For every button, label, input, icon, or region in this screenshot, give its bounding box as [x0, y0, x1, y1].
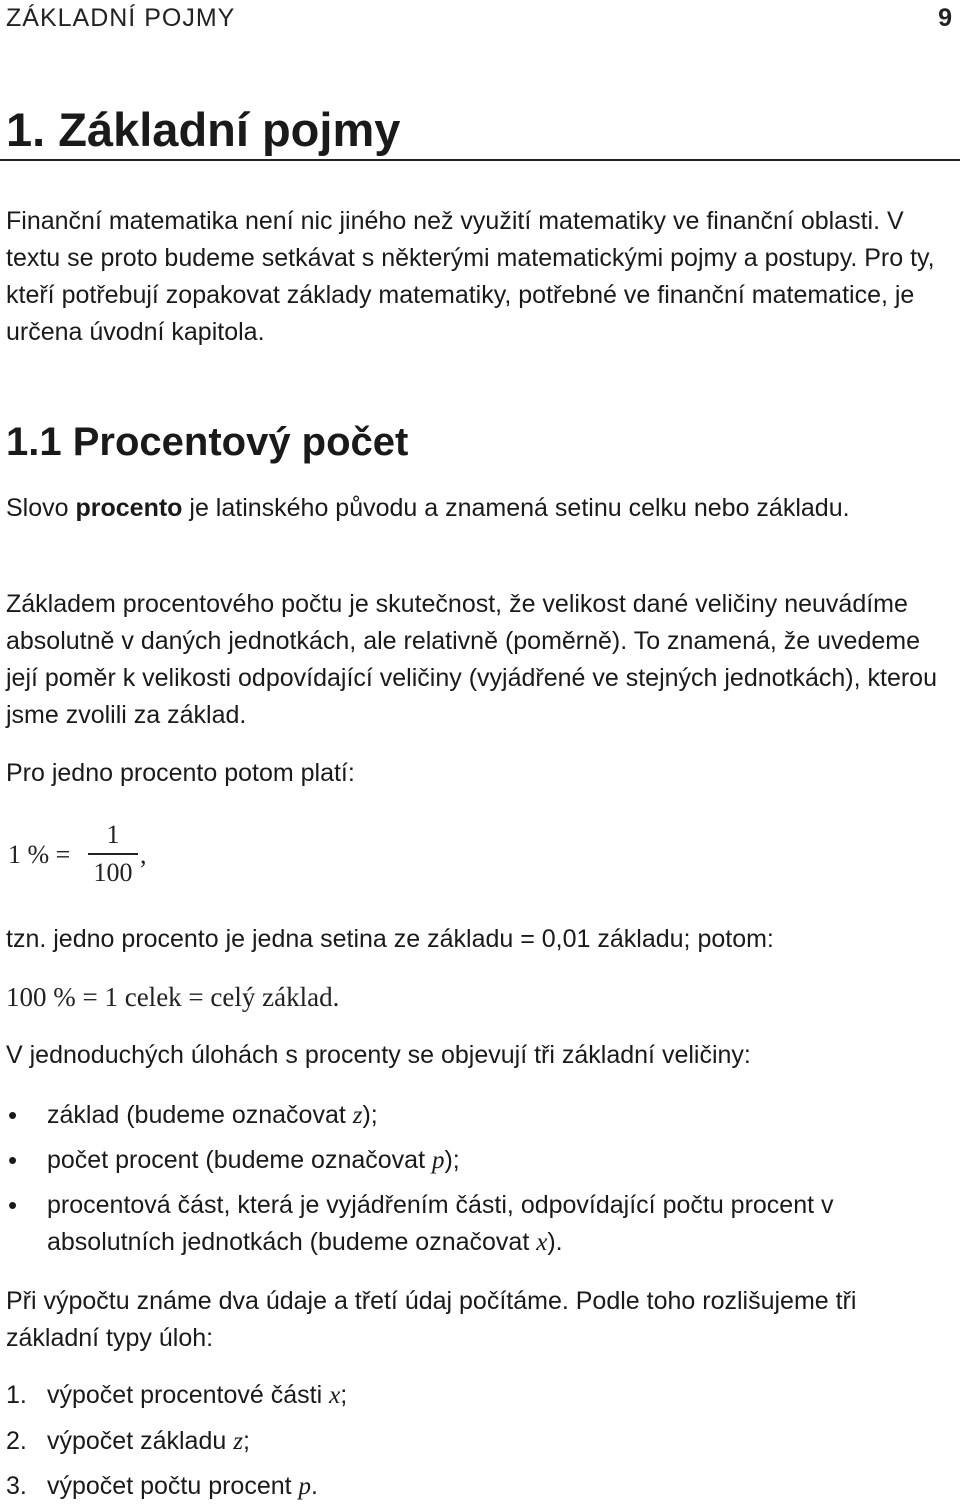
- bullet-end: ).: [547, 1228, 563, 1256]
- task-variable: z: [233, 1428, 243, 1455]
- chapter-intro-paragraph: Finanční matematika není nic jiného než využití matematiky ve finanční oblasti. V textu se proto budeme setkávat s některými matematickými pojmy a postupy. Pro ty, kteří potřebují zopakovat základy matematiky, potřebné ve finanční matematice, je určena úvodní kapitola.: [6, 207, 935, 346]
- percent-fraction-formula: [8, 818, 168, 892]
- task-variable: p: [298, 1473, 312, 1500]
- task-number: 1.: [6, 1381, 27, 1409]
- fraction-numerator: 1: [106, 820, 120, 849]
- task-text: výpočet procentové části: [47, 1381, 330, 1409]
- definition-text-end: je latinského původu a znamená setinu celku nebo základu.: [182, 494, 850, 522]
- fraction-denominator: 100: [93, 858, 133, 887]
- definition-text-start: Slovo: [6, 494, 76, 522]
- task-variable: x: [329, 1382, 341, 1409]
- bullet-item-base: [47, 1097, 959, 1134]
- page-number: 9: [938, 4, 952, 32]
- chapter-title: 1. Základní pojmy: [6, 103, 401, 156]
- running-header-title: ZÁKLADNÍ POJMY: [6, 4, 236, 32]
- task-end: ;: [340, 1381, 348, 1409]
- formula-explanation-paragraph: tzn. jedno procento je jedna setina ze základu = 0,01 základu; potom:: [6, 925, 774, 953]
- task-number: 3.: [6, 1472, 27, 1500]
- bullet-icon: •: [8, 1190, 18, 1220]
- definition-paragraph: [6, 490, 956, 527]
- task-end: .: [311, 1472, 318, 1500]
- task-end: ;: [242, 1427, 250, 1455]
- formula-comma: ,: [140, 840, 147, 869]
- task-text: výpočet počtu procent: [47, 1472, 299, 1500]
- bullet-item-percent-count: [47, 1142, 959, 1179]
- definition-term: procento: [75, 494, 183, 522]
- task-number: 2.: [6, 1427, 27, 1455]
- quantities-intro-paragraph: V jednoduchých úlohách s procenty se objevují tři základní veličiny:: [6, 1041, 751, 1069]
- task-item: [47, 1423, 959, 1460]
- bullet-variable: p: [431, 1147, 445, 1174]
- bullet-text: základ (budeme označovat: [47, 1101, 353, 1129]
- bullet-text: procentová část, která je vyjádřením části, odpovídající počtu procent v absolutních jednotkách (budeme označovat: [47, 1191, 834, 1256]
- formula-intro-paragraph: Pro jedno procento potom platí:: [6, 759, 355, 787]
- bullet-variable: z: [352, 1102, 363, 1129]
- task-types-paragraph: Při výpočtu známe dva údaje a třetí údaj počítáme. Podle toho rozlišujeme tři základní typy úloh:: [6, 1287, 857, 1352]
- task-item: [47, 1377, 959, 1414]
- formula-fraction: [88, 818, 138, 890]
- task-item: [47, 1468, 959, 1505]
- bullet-variable: x: [536, 1229, 548, 1256]
- bullet-icon: •: [8, 1100, 18, 1130]
- bullet-item-percent-part: [47, 1187, 959, 1261]
- section-title: 1.1 Procentový počet: [6, 420, 409, 464]
- whole-equation: 100 % = 1 celek = celý základ.: [6, 982, 340, 1012]
- bullet-end: );: [444, 1146, 460, 1174]
- formula-lhs: 1 % =: [8, 840, 71, 869]
- bullet-text: počet procent (budeme označovat: [47, 1146, 432, 1174]
- bullet-end: );: [362, 1101, 378, 1129]
- fraction-bar: [88, 853, 138, 855]
- task-text: výpočet základu: [47, 1427, 234, 1455]
- bullet-icon: •: [8, 1145, 18, 1175]
- explanation-paragraph: Základem procentového počtu je skutečnost, že velikost dané veličiny neuvádíme absolutně v daných jednotkách, ale relativně (poměrně). To znamená, že uvedeme její poměr k velikosti odpovídající veličiny (vyjádřené ve stejných jednotkách), kterou jsme zvolili za základ.: [6, 590, 937, 729]
- title-underline-divider: [0, 159, 960, 161]
